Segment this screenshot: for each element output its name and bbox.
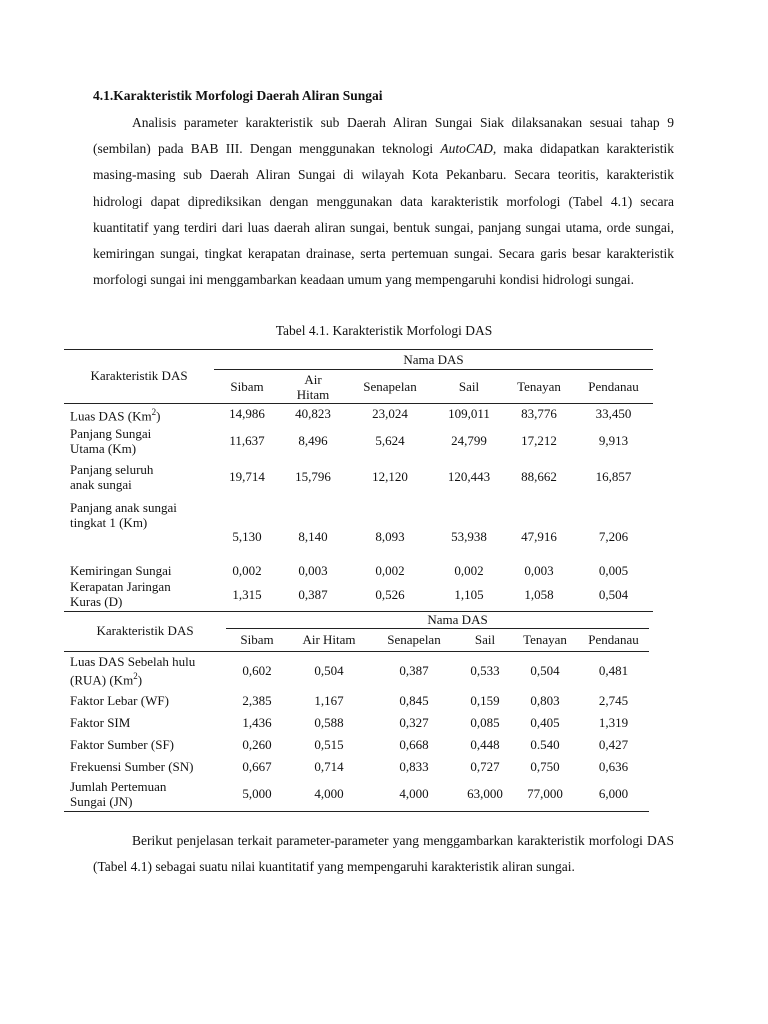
row-label: Kerapatan Jaringan Kuras (D) bbox=[70, 579, 171, 610]
table2-group-header: Nama DAS bbox=[427, 611, 488, 627]
table-row bbox=[64, 550, 653, 578]
cell: 40,823 bbox=[295, 406, 331, 422]
cell: 0,327 bbox=[399, 714, 429, 730]
cell: 9,913 bbox=[598, 433, 629, 448]
row-label: Faktor Sumber (SF) bbox=[70, 736, 174, 752]
table2-col-header: Sibam bbox=[226, 628, 288, 651]
cell: 0,667 bbox=[242, 758, 272, 774]
table1-col-header: Senapelan bbox=[346, 370, 434, 404]
table-row bbox=[64, 777, 649, 811]
cell: 4,000 bbox=[314, 786, 344, 802]
table-row bbox=[64, 424, 653, 458]
row-label: Panjang seluruh anak sungai bbox=[70, 461, 154, 492]
cell: 88,662 bbox=[521, 469, 557, 484]
cell: 6,000 bbox=[598, 786, 629, 802]
table-row bbox=[64, 458, 653, 496]
cell: 0,002 bbox=[232, 562, 262, 578]
cell: 0,845 bbox=[399, 692, 429, 708]
cell: 5,130 bbox=[232, 528, 262, 544]
table-row bbox=[64, 578, 653, 612]
intro-paragraph bbox=[93, 110, 674, 293]
table1-col-header: Sail bbox=[434, 370, 504, 404]
cell: 63,000 bbox=[467, 786, 503, 802]
table1-col-header: Pendanau bbox=[574, 370, 653, 404]
cell: 5,000 bbox=[242, 786, 272, 802]
table1-col-header: Air Hitam bbox=[280, 370, 346, 404]
cell: 11,637 bbox=[229, 433, 265, 448]
cell: 0,427 bbox=[598, 736, 629, 752]
cell: 0,803 bbox=[530, 692, 560, 708]
row-label: Luas DAS (Km$^2$) bbox=[70, 406, 161, 423]
cell: 14,986 bbox=[229, 406, 265, 422]
table-row bbox=[64, 755, 649, 777]
intro-text-end: maka didapatkan karakteristik masing-masing sub Daerah Aliran Sungai di wilayah Kota Pekanbaru. Secara teoritis, karakteristik hidrologi dapat diprediksikan dengan menggunakan data karakteristik morfologi (Tabel 4.1) secara kuantitatif yang terdiri dari luas daerah aliran sungai, bentuk sungai, panjang sungai utama, orde sungai, kemiringan sungai, tingkat kerapatan drainase, serta pertemuan sungai. Secara garis besar karakteristik morfologi sungai ini menggambarkan keadaan umum yang mempengaruhi kondisi hidrologi sungai. bbox=[93, 141, 674, 288]
cell: 0,003 bbox=[524, 562, 554, 578]
explanation-paragraph: Berikut penjelasan terkait parameter-parameter yang menggambarkan karakteristik morfologi DAS (Tabel 4.1) sebagai suatu nilai kuantitatif yang mempengaruhi karakteristik aliran sungai. bbox=[93, 833, 674, 875]
table2-col-header: Pendanau bbox=[578, 628, 649, 651]
cell: 0,387 bbox=[370, 651, 458, 689]
cell: 0,714 bbox=[314, 758, 344, 774]
intro-text-start: Analisis parameter karakteristik sub Daerah Aliran Sungai Siak dilaksanakan sesuai tahap 9 (sembilan) pada BAB III. Dengan menggunakan teknologi bbox=[93, 115, 674, 157]
cell: 7,206 bbox=[598, 528, 629, 544]
cell: 0,260 bbox=[242, 736, 272, 752]
cell: 0,750 bbox=[530, 758, 560, 774]
table1-col-header: Sibam bbox=[214, 370, 280, 404]
cell: 5,624 bbox=[375, 433, 405, 448]
table2-col-header: Sail bbox=[458, 628, 512, 651]
cell: 0,504 bbox=[512, 651, 578, 689]
morphology-table-2 bbox=[64, 611, 649, 812]
cell: 0,481 bbox=[578, 651, 649, 689]
table1-col-header: Tenayan bbox=[504, 370, 574, 404]
cell: 19,714 bbox=[229, 469, 265, 484]
table-row bbox=[64, 733, 649, 755]
table2-corner-header: Karakteristik DAS bbox=[96, 623, 194, 639]
cell: 23,024 bbox=[372, 406, 408, 422]
cell: 4,000 bbox=[399, 786, 429, 802]
intro-text-italic: AutoCAD, bbox=[440, 141, 497, 157]
table-row bbox=[64, 496, 653, 550]
row-label: Jumlah Pertemuan Sungai (JN) bbox=[70, 778, 167, 809]
cell: 109,011 bbox=[448, 406, 490, 422]
cell: 0,504 bbox=[288, 651, 370, 689]
section-heading: 4.1.Karakteristik Morfologi Daerah Aliran Sungai bbox=[93, 88, 383, 103]
cell: 120,443 bbox=[447, 469, 491, 484]
table-row bbox=[64, 404, 653, 424]
cell: 0,636 bbox=[598, 758, 629, 774]
table1-corner-header: Karakteristik DAS bbox=[90, 368, 188, 383]
table-caption: Tabel 4.1. Karakteristik Morfologi DAS bbox=[275, 323, 493, 338]
cell: 47,916 bbox=[521, 528, 557, 544]
cell: 1,058 bbox=[524, 586, 554, 602]
cell: 0,515 bbox=[314, 736, 344, 752]
row-label: Panjang Sungai Utama (Km) bbox=[70, 425, 152, 456]
cell: 0,405 bbox=[530, 714, 560, 730]
cell: 0,526 bbox=[375, 586, 405, 602]
cell: 1,105 bbox=[454, 586, 484, 602]
cell: 77,000 bbox=[527, 786, 563, 802]
cell: 1,319 bbox=[598, 714, 629, 730]
cell: 53,938 bbox=[451, 528, 487, 544]
cell: 0,668 bbox=[399, 736, 429, 752]
cell: 83,776 bbox=[521, 406, 557, 422]
cell: 0,159 bbox=[470, 692, 500, 708]
cell: 0.540 bbox=[530, 736, 560, 752]
cell: 0,504 bbox=[598, 586, 629, 602]
cell: 0,588 bbox=[314, 714, 344, 730]
cell: 2,745 bbox=[598, 692, 629, 708]
row-label: Frekuensi Sumber (SN) bbox=[70, 758, 194, 774]
cell: 8,093 bbox=[375, 528, 405, 544]
cell: 0,002 bbox=[454, 562, 484, 578]
row-label: Luas DAS Sebelah hulu (RUA) (Km$^2$) bbox=[64, 651, 226, 689]
cell: 0,448 bbox=[470, 736, 500, 752]
cell: 0,003 bbox=[298, 562, 328, 578]
cell: 0,387 bbox=[298, 586, 328, 602]
table1-group-header: Nama DAS bbox=[403, 352, 464, 367]
cell: 0,533 bbox=[458, 651, 512, 689]
row-label: Panjang anak sungai tingkat 1 (Km) bbox=[70, 499, 177, 530]
table2-col-header: Air Hitam bbox=[288, 628, 370, 651]
table-row bbox=[64, 689, 649, 711]
morphology-table-1 bbox=[64, 349, 653, 612]
table-row bbox=[64, 711, 649, 733]
cell: 8,496 bbox=[298, 433, 328, 448]
cell: 1,167 bbox=[314, 692, 344, 708]
row-label: Faktor SIM bbox=[70, 714, 131, 730]
cell: 15,796 bbox=[295, 469, 331, 484]
cell: 0,727 bbox=[470, 758, 500, 774]
row-label: Faktor Lebar (WF) bbox=[70, 692, 169, 708]
cell: 8,140 bbox=[298, 528, 328, 544]
cell: 1,436 bbox=[242, 714, 272, 730]
cell: 12,120 bbox=[372, 469, 408, 484]
cell: 1,315 bbox=[232, 586, 262, 602]
cell: 0,833 bbox=[399, 758, 429, 774]
row-label: Kemiringan Sungai bbox=[70, 562, 172, 578]
cell: 0,002 bbox=[375, 562, 405, 578]
table-row bbox=[64, 651, 649, 689]
cell: 17,212 bbox=[521, 433, 557, 448]
cell: 0,085 bbox=[470, 714, 500, 730]
table2-col-header: Tenayan bbox=[512, 628, 578, 651]
cell: 0,602 bbox=[226, 651, 288, 689]
cell: 33,450 bbox=[595, 406, 632, 422]
cell: 16,857 bbox=[595, 469, 632, 484]
table2-col-header: Senapelan bbox=[370, 628, 458, 651]
cell: 24,799 bbox=[451, 433, 487, 448]
cell: 2,385 bbox=[242, 692, 272, 708]
cell: 0,005 bbox=[598, 562, 629, 578]
